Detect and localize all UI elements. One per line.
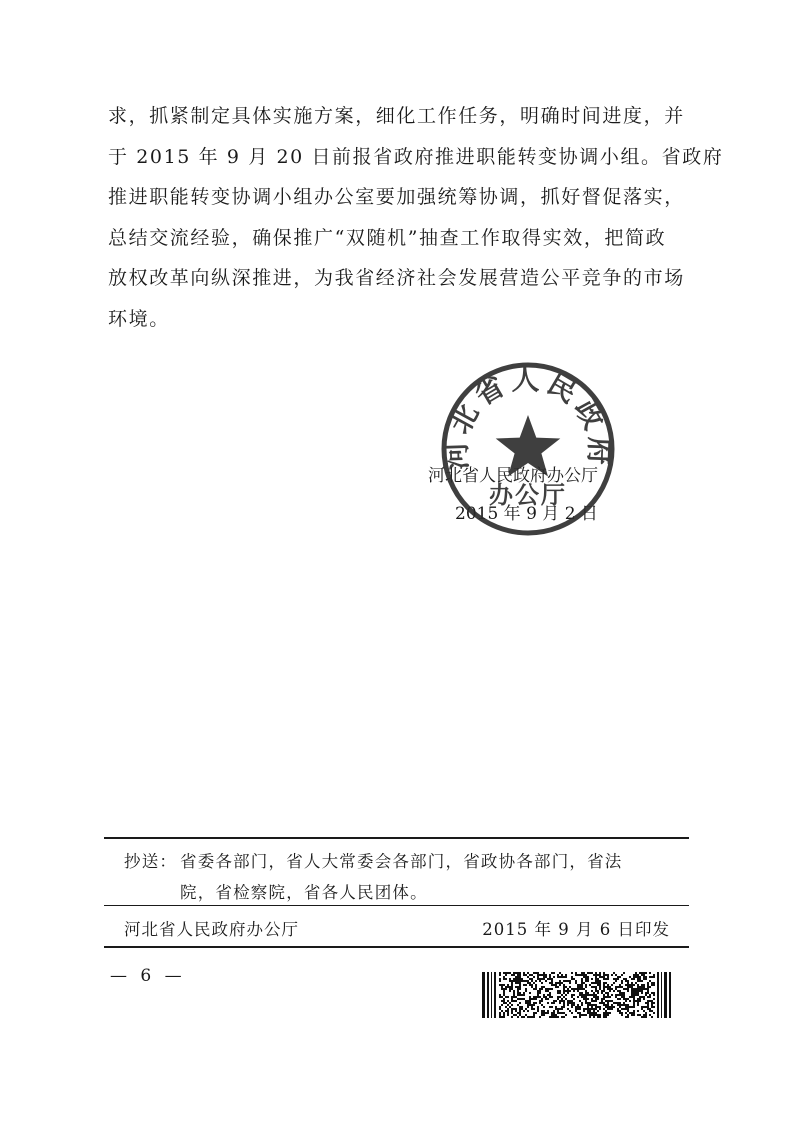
page-number: — 6 — xyxy=(110,966,186,986)
cc-label: 抄送： xyxy=(124,852,178,871)
body-line: 推进职能转变协调小组办公室要加强统筹协调，抓好督促落实， xyxy=(108,186,685,208)
seal-star-icon xyxy=(496,415,561,477)
seal-bottom-text: 办公厅 xyxy=(489,480,567,509)
divider-top xyxy=(104,837,689,839)
signature-date: 2015 年 9 月 2 日 xyxy=(455,504,598,524)
cc-recipients-line: 院，省检察院，省各人民团体。 xyxy=(180,883,428,902)
divider-bottom xyxy=(104,946,689,948)
body-paragraph xyxy=(108,96,724,339)
barcode-icon xyxy=(482,972,672,1018)
issue-date: 2015 年 9 月 6 日印发 xyxy=(482,920,670,939)
signature-org: 河北省人民政府办公厅 xyxy=(428,466,598,486)
body-line: 求，抓紧制定具体实施方案，细化工作任务，明确时间进度，并 xyxy=(108,105,685,127)
cc-recipients-line: 省委各部门，省人大常委会各部门，省政协各部门，省法 xyxy=(180,852,623,871)
body-line: 总结交流经验，确保推广“双随机”抽查工作取得实效，把简政 xyxy=(108,226,667,249)
divider-middle xyxy=(104,905,689,906)
body-line: 于 2015 年 9 月 20 日前报省政府推进职能转变协调小组。省政府 xyxy=(108,145,724,168)
body-line: 环境。 xyxy=(108,307,170,330)
seal-ring-text: 河北省人民政府 xyxy=(440,363,616,471)
official-seal-icon xyxy=(440,361,616,537)
issuer-name: 河北省人民政府办公厅 xyxy=(124,920,299,939)
body-line: 放权改革向纵深推进，为我省经济社会发展营造公平竞争的市场 xyxy=(108,267,685,289)
